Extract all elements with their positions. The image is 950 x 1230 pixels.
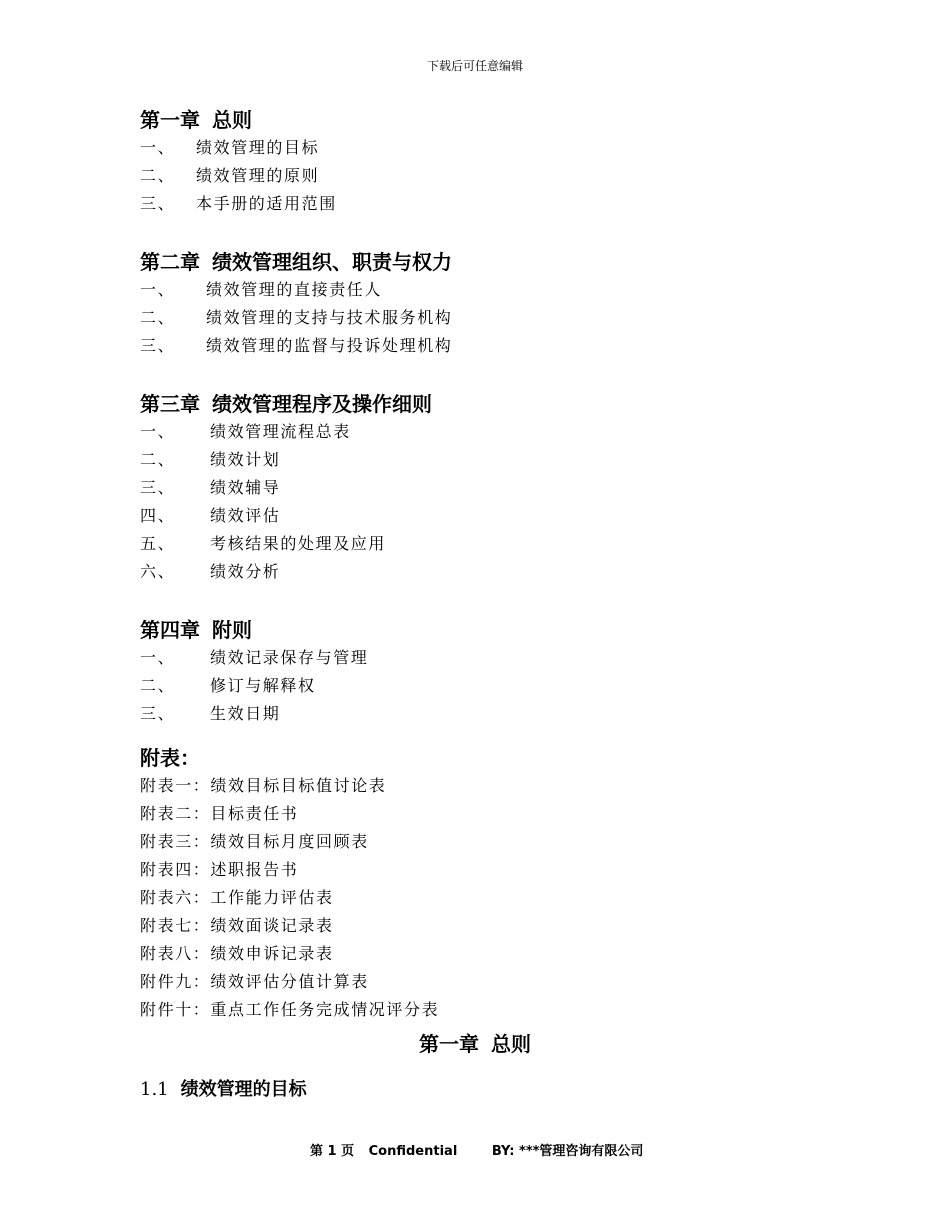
toc-item bbox=[140, 700, 860, 728]
toc-item-text: 考核结果的处理及应用 bbox=[210, 534, 387, 553]
toc-item-index: 二、 bbox=[140, 450, 176, 469]
appendix-item: 附件九：绩效评估分值计算表 bbox=[140, 972, 369, 991]
toc-item bbox=[140, 530, 860, 558]
toc-item-index: 一、 bbox=[140, 138, 176, 157]
toc-item bbox=[140, 418, 860, 446]
toc-item-index: 一、 bbox=[140, 280, 176, 299]
chapter-heading bbox=[140, 248, 860, 276]
toc-item-index: 三、 bbox=[140, 704, 176, 723]
chapter-number: 第四章 bbox=[140, 618, 200, 642]
toc-item bbox=[140, 134, 860, 162]
toc-item-index: 一、 bbox=[140, 648, 176, 667]
toc-item bbox=[140, 644, 860, 672]
toc-item-text: 绩效辅导 bbox=[210, 478, 281, 497]
toc-item bbox=[140, 474, 860, 502]
toc-item bbox=[140, 332, 860, 360]
chapter-number: 第一章 bbox=[140, 108, 200, 132]
appendix-item: 附件十：重点工作任务完成情况评分表 bbox=[140, 1000, 440, 1019]
page-number: 第 1 页 bbox=[310, 1144, 355, 1159]
toc-item-text: 绩效计划 bbox=[210, 450, 281, 469]
body-chapter-title: 总则 bbox=[491, 1032, 531, 1056]
section-number: 1.1 bbox=[140, 1079, 169, 1100]
body-chapter-heading bbox=[0, 1030, 950, 1058]
toc-item-index: 五、 bbox=[140, 534, 176, 553]
page-header: 下载后可任意编辑 bbox=[426, 59, 523, 73]
chapter-number: 第二章 bbox=[140, 250, 200, 274]
toc-item bbox=[140, 276, 860, 304]
toc-item-text: 修订与解释权 bbox=[210, 676, 316, 695]
toc-item-index: 四、 bbox=[140, 506, 176, 525]
document-body bbox=[140, 106, 860, 1104]
section-title: 绩效管理的目标 bbox=[180, 1079, 307, 1100]
toc-item-text: 绩效评估 bbox=[210, 506, 281, 525]
toc-item bbox=[140, 446, 860, 474]
toc-item bbox=[140, 672, 860, 700]
chapter-title: 绩效管理程序及操作细则 bbox=[212, 392, 432, 416]
appendix-item: 附表一：绩效目标目标值讨论表 bbox=[140, 776, 387, 795]
appendix-item: 附表三：绩效目标月度回顾表 bbox=[140, 832, 369, 851]
appendix-heading: 附表： bbox=[140, 746, 200, 770]
chapter-heading bbox=[140, 106, 860, 134]
toc-item-index: 六、 bbox=[140, 562, 176, 581]
appendix-item: 附表四：述职报告书 bbox=[140, 860, 299, 879]
chapter-title: 附则 bbox=[212, 618, 252, 642]
toc-item bbox=[140, 558, 860, 586]
toc-item-text: 生效日期 bbox=[210, 704, 281, 723]
section-heading bbox=[140, 1076, 860, 1104]
toc-item-text: 绩效管理的原则 bbox=[196, 166, 320, 185]
toc-item bbox=[140, 304, 860, 332]
appendix-item: 附表七：绩效面谈记录表 bbox=[140, 916, 334, 935]
toc-item-text: 绩效记录保存与管理 bbox=[210, 648, 369, 667]
page-footer bbox=[310, 1140, 643, 1159]
toc-item-index: 一、 bbox=[140, 422, 176, 441]
chapter-heading bbox=[140, 390, 860, 418]
company-credit: BY: ***管理咨询有限公司 bbox=[491, 1144, 644, 1159]
toc-item-index: 二、 bbox=[140, 676, 176, 695]
chapter-number: 第三章 bbox=[140, 392, 200, 416]
toc-item bbox=[140, 190, 860, 218]
toc-item-index: 三、 bbox=[140, 336, 176, 355]
chapter-heading bbox=[140, 616, 860, 644]
chapter-title: 绩效管理组织、职责与权力 bbox=[212, 250, 452, 274]
appendix-item: 附表六：工作能力评估表 bbox=[140, 888, 334, 907]
toc-item-text: 绩效分析 bbox=[210, 562, 281, 581]
toc-item-text: 绩效管理的直接责任人 bbox=[206, 280, 383, 299]
toc-item-index: 二、 bbox=[140, 308, 176, 327]
toc-item-index: 二、 bbox=[140, 166, 176, 185]
appendix-item: 附表二：目标责任书 bbox=[140, 804, 299, 823]
body-chapter-number: 第一章 bbox=[419, 1032, 479, 1056]
toc-item-index: 三、 bbox=[140, 478, 176, 497]
toc-item bbox=[140, 502, 860, 530]
confidential-label: Confidential bbox=[368, 1144, 458, 1159]
chapter-title: 总则 bbox=[212, 108, 252, 132]
toc-item-text: 绩效管理流程总表 bbox=[210, 422, 351, 441]
toc-item-text: 绩效管理的监督与投诉处理机构 bbox=[206, 336, 453, 355]
toc-item-index: 三、 bbox=[140, 194, 176, 213]
toc-item-text: 本手册的适用范围 bbox=[196, 194, 337, 213]
appendix-item: 附表八：绩效申诉记录表 bbox=[140, 944, 334, 963]
toc-item-text: 绩效管理的支持与技术服务机构 bbox=[206, 308, 453, 327]
toc-item bbox=[140, 162, 860, 190]
toc-item-text: 绩效管理的目标 bbox=[196, 138, 320, 157]
